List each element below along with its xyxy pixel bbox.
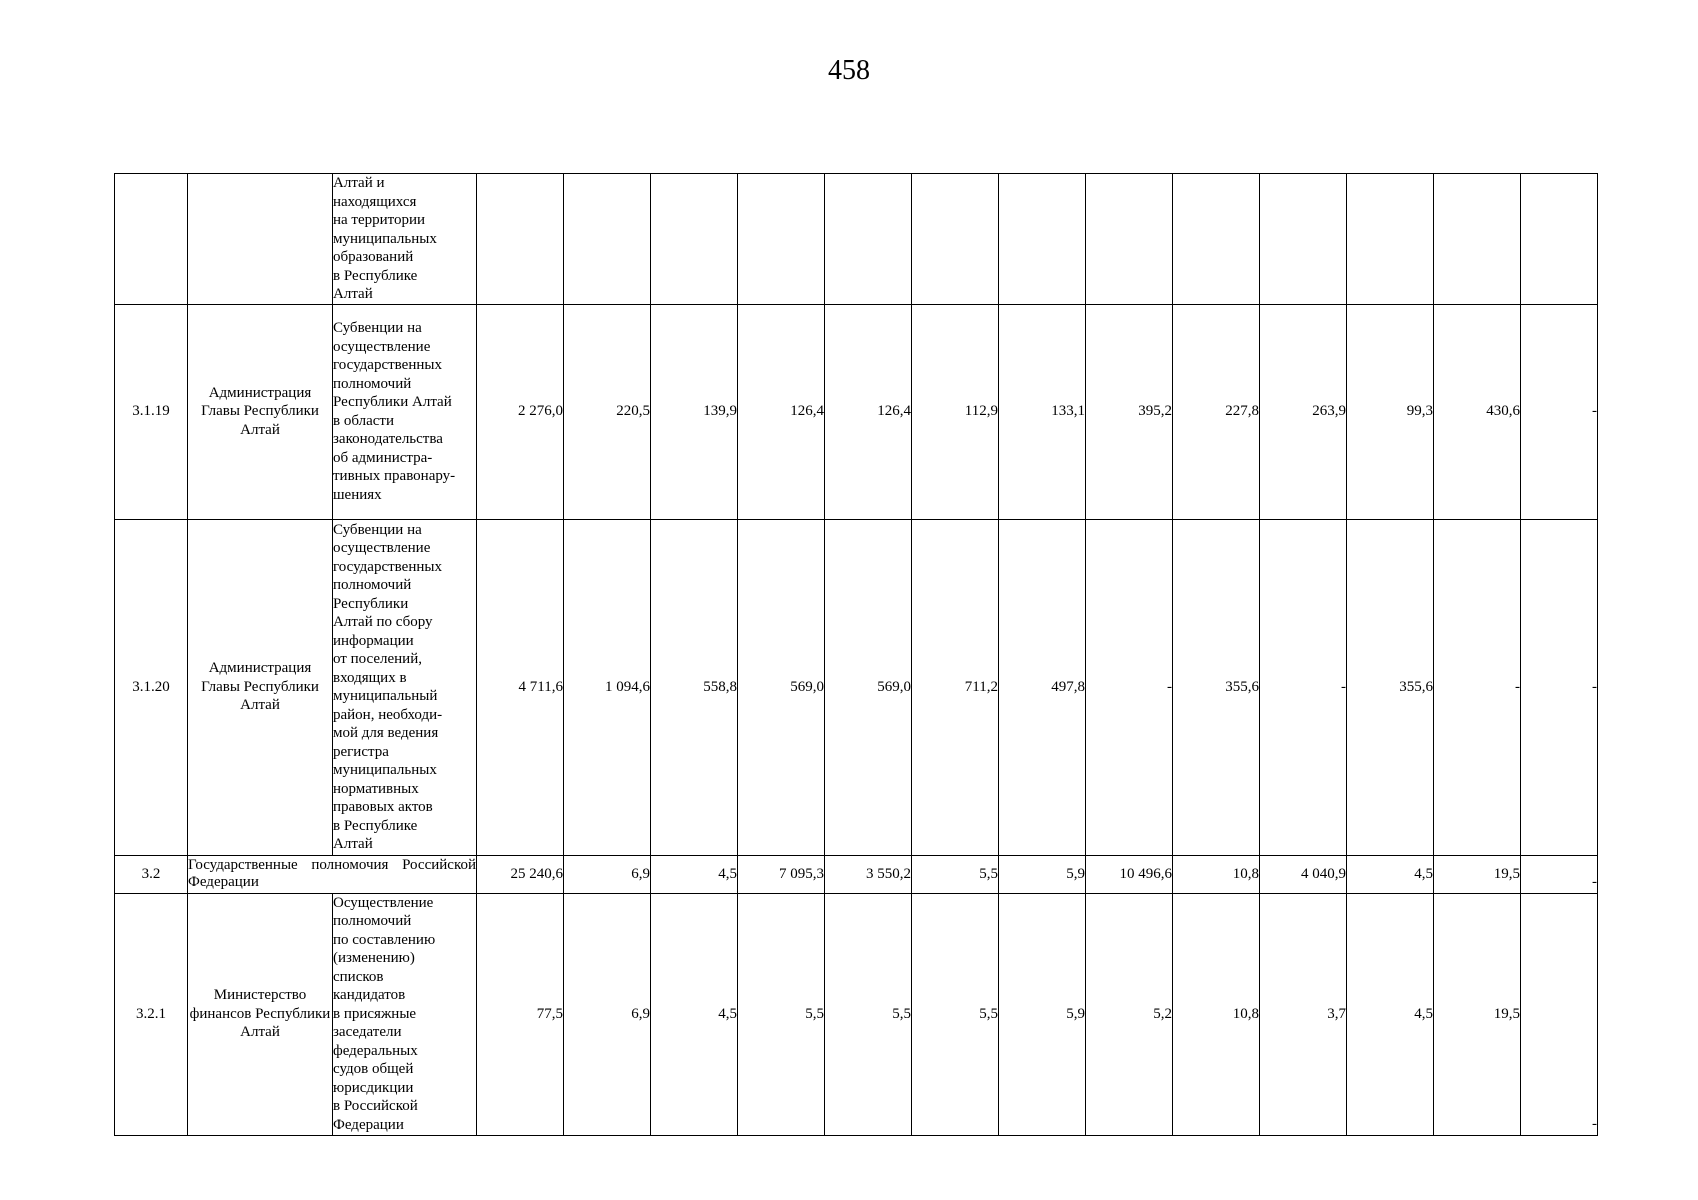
value-cell: 10,8 xyxy=(1173,893,1260,1135)
value-cell xyxy=(825,174,912,305)
value-cell: - xyxy=(1434,519,1521,855)
table-row xyxy=(115,519,1598,855)
value-cell: - xyxy=(1521,855,1598,893)
value-cell: 430,6 xyxy=(1434,304,1521,519)
value-cell: 10 496,6 xyxy=(1086,855,1173,893)
value-cell: 139,9 xyxy=(651,304,738,519)
value-cell: 4 711,6 xyxy=(477,519,564,855)
value-cell: 220,5 xyxy=(564,304,651,519)
value-cell xyxy=(477,174,564,305)
value-cell: 7 095,3 xyxy=(738,855,825,893)
row-number-cell: 3.1.19 xyxy=(115,304,188,519)
value-cell xyxy=(912,174,999,305)
value-cell: 5,9 xyxy=(999,855,1086,893)
value-cell: 569,0 xyxy=(738,519,825,855)
value-cell xyxy=(1521,174,1598,305)
value-cell: 569,0 xyxy=(825,519,912,855)
value-cell: 3 550,2 xyxy=(825,855,912,893)
value-cell: 126,4 xyxy=(825,304,912,519)
value-cell: 497,8 xyxy=(999,519,1086,855)
value-cell: 112,9 xyxy=(912,304,999,519)
row-number-cell xyxy=(115,174,188,305)
value-cell: 19,5 xyxy=(1434,893,1521,1135)
row-number-cell: 3.1.20 xyxy=(115,519,188,855)
value-cell xyxy=(999,174,1086,305)
value-cell xyxy=(738,174,825,305)
value-cell: 263,9 xyxy=(1260,304,1347,519)
value-cell: 5,5 xyxy=(912,855,999,893)
budget-table xyxy=(114,173,1598,1136)
value-cell: 5,5 xyxy=(912,893,999,1135)
value-cell: 10,8 xyxy=(1173,855,1260,893)
value-cell xyxy=(564,174,651,305)
organization-cell: Администрация Главы Республики Алтай xyxy=(188,304,333,519)
value-cell: 5,2 xyxy=(1086,893,1173,1135)
value-cell xyxy=(1173,174,1260,305)
value-cell: 5,5 xyxy=(738,893,825,1135)
table-row xyxy=(115,174,1598,305)
value-cell: 4,5 xyxy=(1347,893,1434,1135)
description-cell: Осуществление полномочий по составлению (изменению) списков кандидатов в присяжные заседатели федеральных судов общей юрисдикции в Российской Федерации xyxy=(333,893,477,1135)
value-cell: 4 040,9 xyxy=(1260,855,1347,893)
value-cell: 227,8 xyxy=(1173,304,1260,519)
description-cell: Алтай и находящихся на территории муниципальных образований в Республике Алтай xyxy=(333,174,477,305)
value-cell xyxy=(1434,174,1521,305)
organization-cell: Администрация Главы Республики Алтай xyxy=(188,519,333,855)
value-cell: 6,9 xyxy=(564,893,651,1135)
value-cell: - xyxy=(1521,304,1598,519)
value-cell: 4,5 xyxy=(651,893,738,1135)
value-cell: 6,9 xyxy=(564,855,651,893)
value-cell: - xyxy=(1086,519,1173,855)
value-cell xyxy=(1260,174,1347,305)
value-cell: 77,5 xyxy=(477,893,564,1135)
table-row xyxy=(115,893,1598,1135)
value-cell: 126,4 xyxy=(738,304,825,519)
value-cell xyxy=(1347,174,1434,305)
organization-cell: Министерство финансов Республики Алтай xyxy=(188,893,333,1135)
value-cell: 395,2 xyxy=(1086,304,1173,519)
description-cell: Субвенции на осуществление государственных полномочий Республики Алтай в области законодательства об администра- тивных правонару- шениях xyxy=(333,304,477,519)
value-cell: 133,1 xyxy=(999,304,1086,519)
row-number-cell: 3.2 xyxy=(115,855,188,893)
organization-cell xyxy=(188,174,333,305)
value-cell: 19,5 xyxy=(1434,855,1521,893)
value-cell: - xyxy=(1521,893,1598,1135)
table-row xyxy=(115,855,1598,893)
value-cell: 5,9 xyxy=(999,893,1086,1135)
table-row xyxy=(115,304,1598,519)
value-cell: 99,3 xyxy=(1347,304,1434,519)
page-number: 458 xyxy=(828,55,870,86)
value-cell: 355,6 xyxy=(1347,519,1434,855)
description-cell: Субвенции на осуществление государственных полномочий Республики Алтай по сбору информации от поселений, входящих в муниципальный район, необходи- мой для ведения регистра муниципальных нормативных правовых актов в Республике Алтай xyxy=(333,519,477,855)
value-cell: 355,6 xyxy=(1173,519,1260,855)
row-number-cell: 3.2.1 xyxy=(115,893,188,1135)
value-cell: - xyxy=(1521,519,1598,855)
value-cell: 2 276,0 xyxy=(477,304,564,519)
value-cell: 558,8 xyxy=(651,519,738,855)
value-cell: 711,2 xyxy=(912,519,999,855)
value-cell: 5,5 xyxy=(825,893,912,1135)
value-cell: 1 094,6 xyxy=(564,519,651,855)
value-cell xyxy=(651,174,738,305)
value-cell xyxy=(1086,174,1173,305)
value-cell: 4,5 xyxy=(1347,855,1434,893)
value-cell: 4,5 xyxy=(651,855,738,893)
value-cell: 3,7 xyxy=(1260,893,1347,1135)
section-title-cell: Государственные полномочия Российской Федерации xyxy=(188,855,477,893)
value-cell: 25 240,6 xyxy=(477,855,564,893)
value-cell: - xyxy=(1260,519,1347,855)
